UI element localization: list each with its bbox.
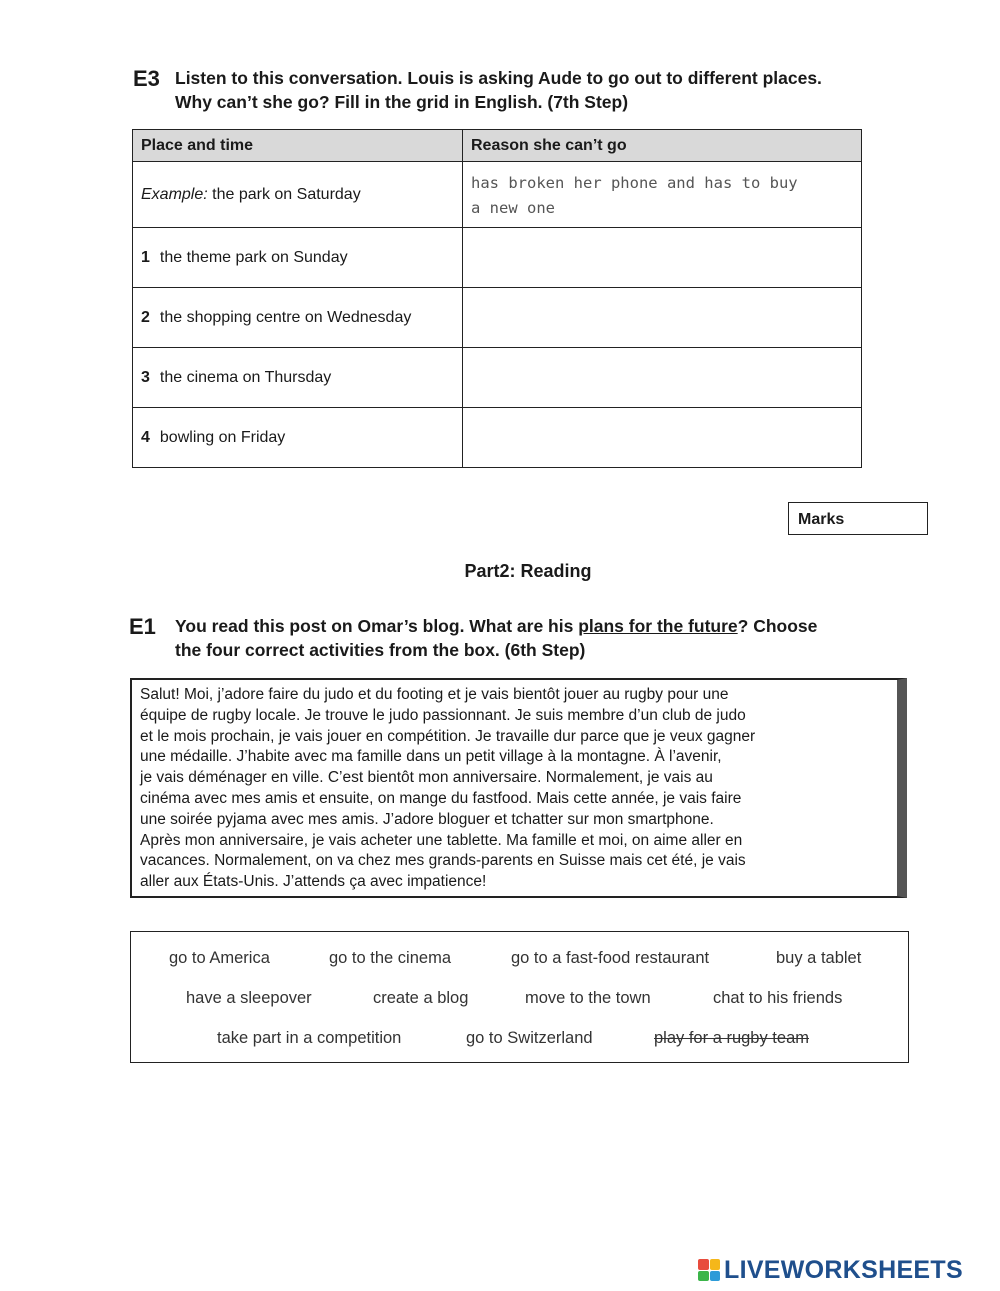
row-place: the cinema on Thursday [159, 368, 332, 386]
activity-option-buy-a-tablet[interactable]: buy a tablet [776, 949, 862, 967]
logo-block [698, 1271, 709, 1282]
blog-line: équipe de rugby locale. Je trouve le judo passionnant. Je suis membre d’un club de judo [140, 706, 746, 724]
header-place-and-time: Place and time [133, 130, 463, 162]
row-place: bowling on Friday [159, 428, 286, 446]
table-row [133, 288, 862, 348]
place-cell [133, 348, 463, 408]
blog-line: Salut! Moi, j’adore faire du judo et du footing et je vais bientôt jouer au rugby pour une [140, 686, 729, 703]
answer-input-2[interactable] [463, 288, 862, 348]
table-row [133, 348, 862, 408]
answer-input-1[interactable] [463, 228, 862, 288]
example-row [133, 162, 862, 228]
blog-line: cinéma avec mes amis et ensuite, on mange du fastfood. Mais cette année, je vais faire [140, 789, 742, 807]
logo-blocks-icon [698, 1259, 720, 1281]
example-reason-line2: a new one [471, 199, 555, 217]
e1-line1-start: You read this post on Omar’s blog. What are his [175, 616, 579, 636]
blog-line: une médaille. J’habite avec ma famille dans un petit village à la montagne. À l’avenir, [140, 748, 722, 766]
activity-option-go-to-the-cinema[interactable]: go to the cinema [329, 949, 451, 967]
table-row [133, 228, 862, 288]
activities-box [130, 931, 909, 1063]
question-label-e3: E3 [133, 66, 160, 91]
marks-box: Marks [788, 502, 928, 535]
activity-option-move-to-the-town[interactable]: move to the town [525, 989, 651, 1007]
question-e3-line2: Why can’t she go? Fill in the grid in English. (7th Step) [175, 92, 629, 112]
example-reason-cell [463, 162, 862, 228]
blog-post-box [130, 678, 907, 898]
question-e3-line1: Listen to this conversation. Louis is asking Aude to go out to different places. [175, 68, 822, 88]
e1-underlined-phrase: plans for the future [578, 616, 738, 636]
activity-option-competition[interactable]: take part in a competition [217, 1029, 402, 1047]
row-place: the shopping centre on Wednesday [159, 308, 412, 326]
example-prefix: Example: [141, 185, 208, 203]
blog-line: et le mois prochain, je vais jouer en compétition. Je travaille dur parce que je veux gagner [140, 727, 756, 745]
example-place-cell [133, 162, 463, 228]
place-cell [133, 288, 463, 348]
logo-block [710, 1271, 721, 1282]
question-label-e1: E1 [129, 614, 156, 639]
logo-text: LIVEWORKSHEETS [724, 1255, 963, 1284]
section-title-part2: Part2: Reading [464, 561, 592, 581]
activity-option-go-to-america[interactable]: go to America [169, 949, 270, 967]
blog-line: Après mon anniversaire, je vais acheter une tablette. Ma famille et moi, on aime aller en [140, 831, 743, 849]
row-number: 3 [141, 368, 150, 386]
activity-option-fast-food[interactable]: go to a fast-food restaurant [511, 949, 710, 967]
activity-option-have-a-sleepover[interactable]: have a sleepover [186, 989, 312, 1007]
table-row [133, 408, 862, 468]
activity-option-rugby-team-example: play for a rugby team [654, 1029, 809, 1047]
activity-option-go-to-switzerland[interactable]: go to Switzerland [466, 1029, 593, 1047]
question-e1-line1 [175, 614, 817, 638]
example-reason-line1: has broken her phone and has to buy [471, 174, 798, 192]
row-place: the theme park on Sunday [159, 248, 348, 266]
grid-header-row [133, 130, 862, 162]
liveworksheets-logo [698, 1256, 963, 1284]
place-cell [133, 408, 463, 468]
header-reason: Reason she can’t go [463, 130, 862, 162]
question-e1-line2: the four correct activities from the box. (6th Step) [175, 640, 586, 660]
row-number: 4 [141, 428, 150, 446]
answer-input-4[interactable] [463, 408, 862, 468]
place-cell [133, 228, 463, 288]
activity-option-chat-to-his-friends[interactable]: chat to his friends [713, 989, 843, 1007]
blog-line: une soirée pyjama avec mes amis. J’adore bloguer et tchatter sur mon smartphone. [140, 810, 714, 828]
activity-option-create-a-blog[interactable]: create a blog [373, 989, 469, 1007]
answer-input-3[interactable] [463, 348, 862, 408]
row-number: 1 [141, 248, 150, 266]
logo-block [698, 1259, 709, 1270]
example-place: the park on Saturday [207, 185, 361, 203]
logo-block [710, 1259, 721, 1270]
e1-line1-end: ? Choose [737, 616, 818, 636]
row-number: 2 [141, 308, 150, 326]
blog-line: aller aux États-Unis. J’attends ça avec impatience! [140, 873, 487, 891]
blog-line: vacances. Normalement, on va chez mes grands-parents en Suisse mais cet été, je vais [140, 852, 746, 870]
blog-line: je vais déménager en ville. C’est bientôt mon anniversaire. Normalement, je vais au [140, 769, 713, 787]
answer-grid [132, 129, 862, 468]
